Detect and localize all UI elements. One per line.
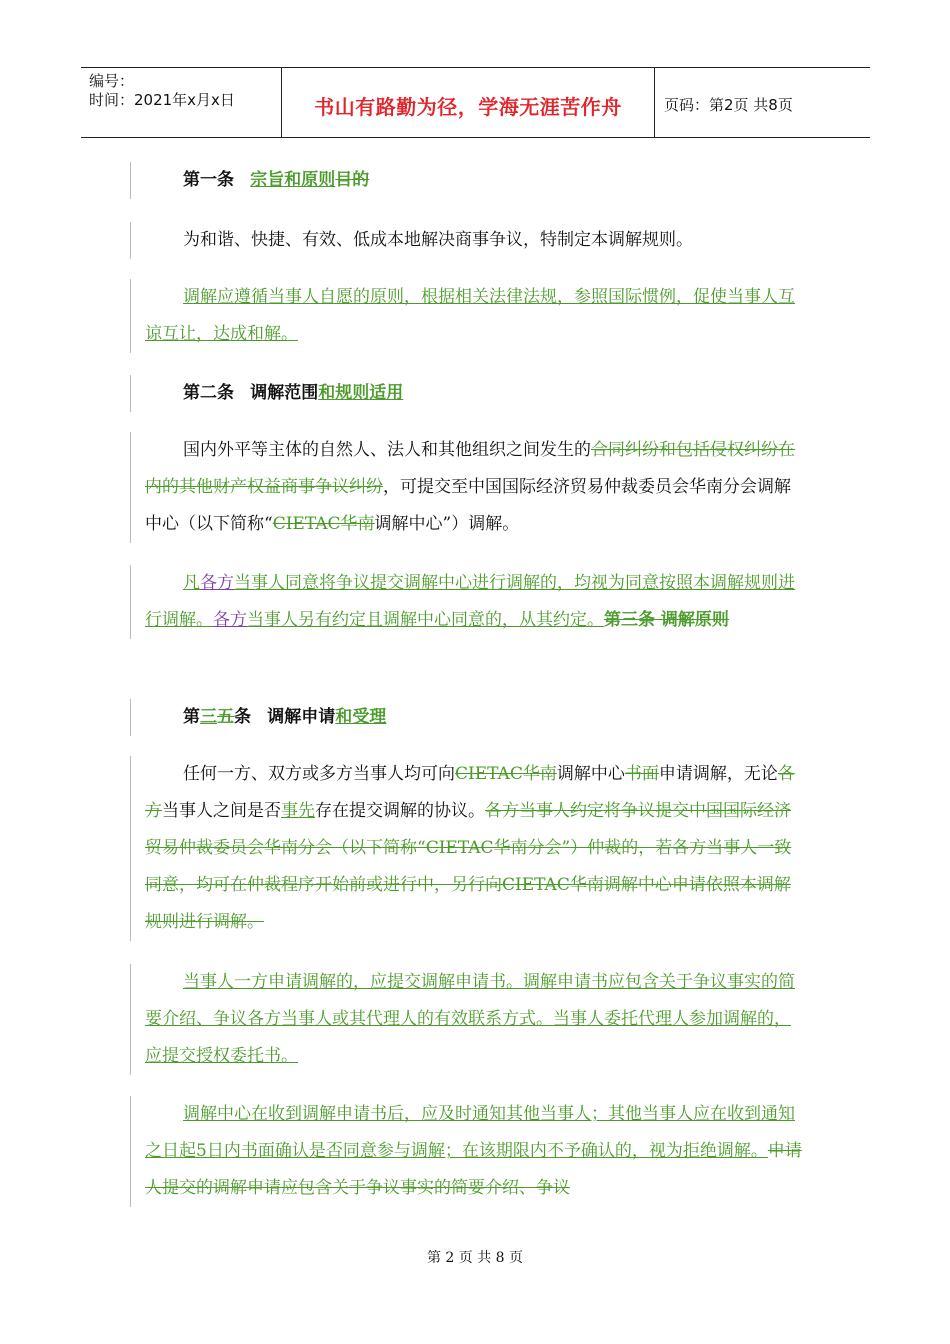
paragraph-5-text-c: 申请调解，无论: [658, 764, 778, 784]
paragraph-3-text-a: 国内外平等主体的自然人、法人和其他组织之间发生的: [183, 440, 591, 460]
header-motto: 书山有路勤为径，学海无涯苦作舟: [314, 95, 622, 119]
article-2-heading-text: 调解范围: [250, 383, 319, 403]
paragraph-5-text-e: 存在提交调解的协议。: [315, 801, 485, 821]
header-center-cell: [281, 68, 655, 137]
paragraph-6-inserted: 当事人一方申请调解的，应提交调解申请书。调解申请书应包含关于争议事实的简要介绍、争议各方当事人或其代理人的有效联系方式。当事人委托代理人参加调解的，应提交授权委托书。: [145, 972, 795, 1066]
paragraph-5-deleted-2: 书面: [624, 764, 659, 784]
paragraph-1: 为和谐、快捷、有效、低成本地解决商事争议，特制定本调解规则。: [183, 230, 693, 250]
paragraph-3-text-c: 调解中心”）调解。: [374, 514, 520, 534]
article-3-heading-text: 调解申请: [267, 707, 336, 727]
paragraph-6: [145, 964, 805, 1075]
paragraph-4: [145, 565, 805, 639]
paragraph-5: [145, 756, 805, 941]
paragraph-7: [145, 1096, 805, 1207]
paragraph-2-block: [130, 279, 805, 353]
article-3-title-inserted: 三: [200, 707, 217, 727]
paragraph-3: [145, 432, 805, 543]
header-page-info: 页码：第2页 共8页: [664, 96, 793, 114]
paragraph-7-inserted: 调解中心在收到调解申请书后，应及时通知其他当事人；其他当事人应在收到通知之日起5日内书面确认是否同意参与调解；在该期限内不予确认的，视为拒绝调解。: [145, 1104, 795, 1161]
paragraph-2: [145, 279, 805, 353]
article-1-title: 第一条: [183, 170, 234, 190]
article-3-heading-block: [130, 699, 805, 736]
paragraph-4-moved-0: 各方: [200, 573, 234, 593]
article-2-heading-inserted: 和规则适用: [318, 383, 404, 403]
paragraph-5-text-d: 当事人之间是否: [162, 801, 281, 821]
paragraph-6-block: [130, 964, 805, 1075]
paragraph-4-moved-1: 各方: [213, 610, 247, 630]
article-3-heading-inserted: 和受理: [335, 707, 387, 727]
article-3-heading: [145, 699, 805, 736]
header-right-cell: [654, 68, 870, 137]
paragraph-5-underlined-4: 事先: [281, 801, 315, 821]
article-2-heading: [145, 375, 805, 412]
article-1-heading-deleted: 目的: [335, 170, 370, 190]
paragraph-5-deleted-3: 各方: [145, 764, 795, 821]
paragraph-1-block: [130, 222, 805, 259]
paragraph-5-text-b: 调解中心: [556, 764, 625, 784]
article-1-heading-block: [130, 162, 805, 199]
article-3-title-a: 第: [183, 707, 200, 727]
paragraph-4-inserted-1: 凡: [183, 573, 200, 593]
paragraph-4-deleted-heading: 第三条 调解原则: [604, 610, 729, 630]
document-date-label: 时间：2021年x月x日: [89, 91, 235, 109]
paragraph-4-block: [130, 565, 805, 639]
document-number-label: 编号：: [89, 72, 135, 90]
header-left-cell: [81, 68, 281, 137]
article-3-title-b: 条: [234, 707, 251, 727]
paragraph-2-inserted: 调解应遵循当事人自愿的原则，根据相关法律法规，参照国际惯例，促使当事人互谅互让，达成和解。: [145, 287, 795, 344]
paragraph-7-deleted: 申请人提交的调解申请应包含关于争议事实的简要介绍、争议: [145, 1141, 802, 1198]
page-header: [81, 67, 870, 138]
paragraph-5-text-a: 任何一方、双方或多方当事人均可向: [183, 764, 455, 784]
paragraph-4-inserted-2: 当事人同意将争议提交调解中心进行调解的，均视为同意按照本调解规则进行调解。: [145, 573, 795, 630]
article-3-title-deleted: 五: [217, 707, 234, 727]
paragraph-5-deleted-5: 各方当事人约定将争议提交中国国际经济贸易仲裁委员会华南分会（以下简称“CIETAC华南分会”）仲裁的，若各方当事人一致同意，均可在仲裁程序开始前或进行中，另行向CIETAC华南调解中心申请依照本调解规则进行调解。: [145, 801, 792, 932]
paragraph-3-text-b: ，可提交至中国国际经济贸易仲裁委员会华南分会调解中心（以下简称“: [145, 477, 791, 534]
paragraph-5-block: [130, 756, 805, 941]
article-1-heading: [145, 162, 805, 199]
paragraph-4-inserted-3: 当事人另有约定且调解中心同意的，从其约定。: [247, 610, 604, 630]
page-footer: 第 2 页 共 8 页: [426, 1250, 524, 1266]
paragraph-5-deleted-1: CIETAC华南: [455, 764, 557, 784]
article-1-heading-inserted: 宗旨和原则: [250, 170, 336, 190]
paragraph-3-block: [130, 432, 805, 543]
paragraph-3-deleted-1: 合同纠纷和包括侵权纠纷在内的其他财产权益商事争议纠纷: [145, 440, 795, 497]
article-2-heading-block: [130, 375, 805, 412]
paragraph-7-block: [130, 1096, 805, 1207]
article-2-title: 第二条: [183, 383, 234, 403]
paragraph-3-deleted-2: CIETAC华南: [272, 514, 375, 534]
